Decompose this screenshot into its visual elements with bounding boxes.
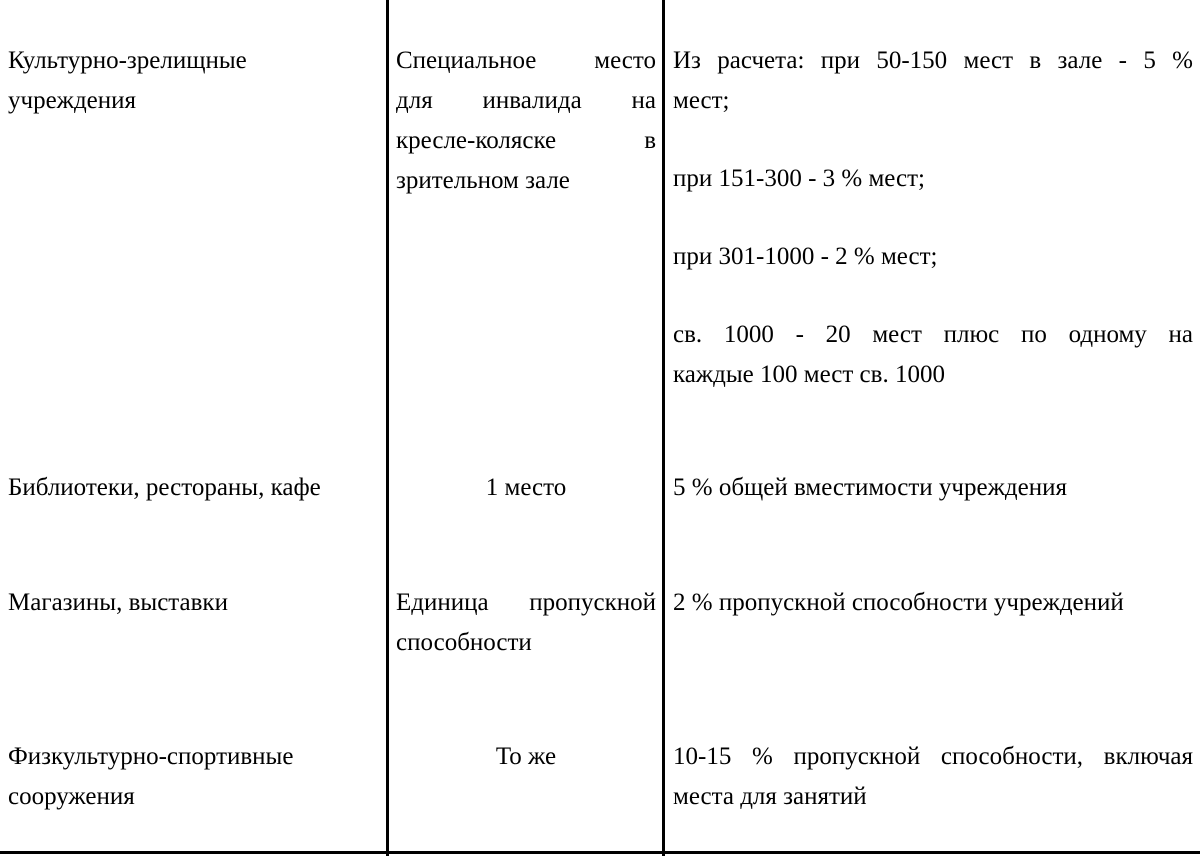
row-1-norm-p3: при 301-1000 - 2 % мест;: [673, 243, 938, 270]
row-4-unit-line-1: То же: [495, 743, 557, 770]
row-1-facility-line-1: Культурно-зрелищные: [8, 47, 247, 74]
row-3-norm-line-1: 2 % пропускной способности учреждений: [673, 589, 1124, 616]
row-3-norm-cell: [673, 583, 1193, 623]
row-2-unit-cell: [396, 468, 656, 508]
row-2-norm-cell: [673, 468, 1193, 508]
row-3-facility-line-1: Магазины, выставки: [8, 589, 228, 616]
row-1-unit-line-2: для инвалида на: [396, 87, 656, 114]
row-1-unit-line-1: Специальное место: [396, 47, 656, 74]
row-1-norm-p4-line-2: каждые 100 мест св. 1000: [673, 361, 945, 388]
row-1-norm-p1-line-1: Из расчета: при 50-150 мест в зале - 5 %: [673, 47, 1193, 74]
row-3-unit-line-2: способности: [396, 629, 532, 656]
row-4-norm-line-1: 10-15 % пропускной способности, включая: [673, 743, 1193, 770]
row-4-norm-cell: [673, 737, 1193, 817]
row-1-norm-p4-line-1: св. 1000 - 20 мест плюс по одному на: [673, 321, 1193, 348]
row-1-norm-p1-line-2: мест;: [673, 87, 730, 114]
row-3-facility-cell: [8, 583, 378, 623]
row-2-facility-line-1: Библиотеки, рестораны, кафе: [8, 474, 321, 501]
row-2-unit-line-1: 1 место: [485, 474, 567, 501]
row-1-unit-cell: [396, 41, 656, 201]
row-1-norm-cell: [673, 41, 1193, 395]
row-3-unit-cell: [396, 583, 656, 663]
row-4-unit-cell: [396, 737, 656, 777]
row-1-unit-line-3: кресле-коляске в: [396, 127, 656, 154]
row-4-facility-line-2: сооружения: [8, 783, 135, 810]
row-1-norm-p2: при 151-300 - 3 % мест;: [673, 165, 925, 192]
row-1-facility-cell: [8, 41, 378, 121]
row-1-unit-line-4: зрительном зале: [396, 167, 570, 194]
row-4-facility-line-1: Физкультурно-спортивные: [8, 743, 294, 770]
row-4-norm-line-2: места для занятий: [673, 783, 867, 810]
row-2-facility-cell: [8, 468, 378, 508]
row-3-unit-line-1: Единица пропускной: [396, 589, 656, 616]
column-divider-2: [662, 0, 665, 856]
row-4-facility-cell: [8, 737, 378, 817]
column-divider-1: [386, 0, 389, 856]
table-bottom-border: [0, 851, 1200, 854]
row-2-norm-line-1: 5 % общей вместимости учреждения: [673, 474, 1067, 501]
row-1-facility-line-2: учреждения: [8, 87, 137, 114]
